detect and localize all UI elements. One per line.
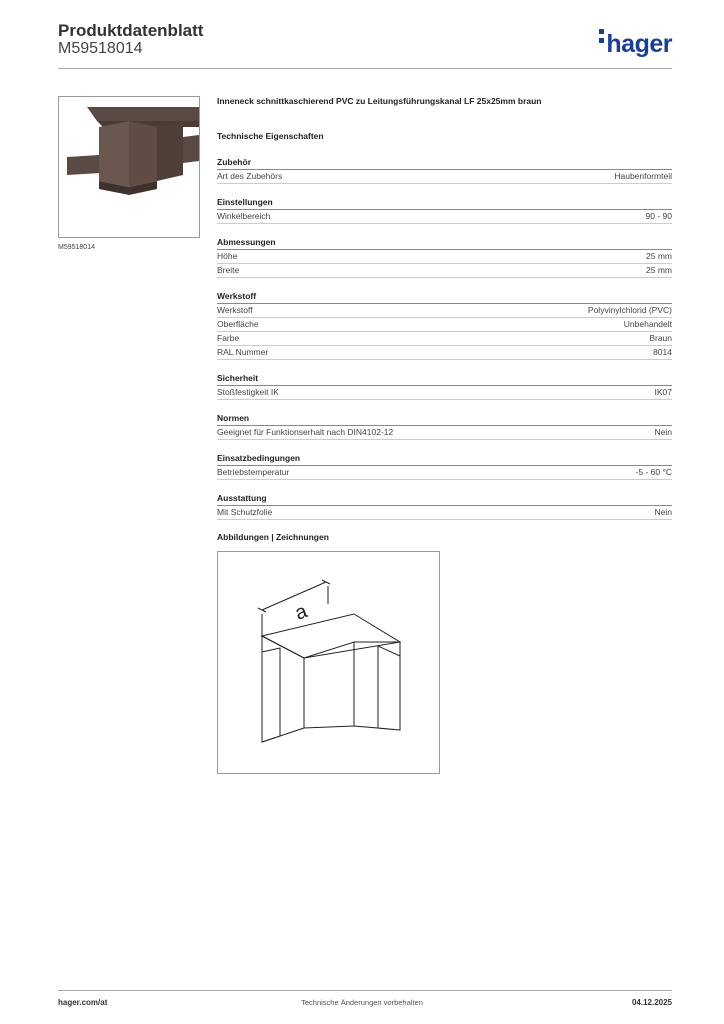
footer-date: 04.12.2025 xyxy=(631,998,672,1007)
spec-label: Oberfläche xyxy=(217,319,259,329)
spec-value: Braun xyxy=(649,333,672,343)
technical-drawing xyxy=(217,551,440,774)
spec-value: 25 mm xyxy=(646,251,672,261)
image-caption: M59518014 xyxy=(58,244,95,251)
dimension-label: a xyxy=(292,600,311,625)
drawings-heading: Abbildungen | Zeichnungen xyxy=(217,532,329,542)
spec-section xyxy=(217,372,672,400)
spec-section-title: Einsatzbedingungen xyxy=(217,452,672,466)
specs-content xyxy=(217,94,672,520)
spec-row xyxy=(217,210,672,224)
spec-section-title: Abmessungen xyxy=(217,236,672,250)
spec-label: RAL Nummer xyxy=(217,347,269,357)
spec-value: Unbehandelt xyxy=(623,319,672,329)
header-divider xyxy=(58,68,672,69)
spec-row xyxy=(217,346,672,360)
spec-label: Art des Zubehörs xyxy=(217,171,283,181)
spec-section xyxy=(217,290,672,360)
spec-row xyxy=(217,332,672,346)
spec-label: Betriebstemperatur xyxy=(217,467,290,477)
spec-value: Nein xyxy=(654,507,672,517)
product-image xyxy=(58,96,200,238)
spec-section-title: Normen xyxy=(217,412,672,426)
spec-value: Nein xyxy=(654,427,672,437)
spec-row xyxy=(217,466,672,480)
spec-label: Breite xyxy=(217,265,240,275)
spec-value: IK07 xyxy=(654,387,672,397)
spec-section xyxy=(217,412,672,440)
spec-section-title: Werkstoff xyxy=(217,290,672,304)
spec-row xyxy=(217,264,672,278)
spec-label: Farbe xyxy=(217,333,240,343)
spec-label: Mit Schutzfolie xyxy=(217,507,273,517)
spec-section-title: Ausstattung xyxy=(217,492,672,506)
spec-label: Winkelbereich xyxy=(217,211,271,221)
spec-section-title: Zubehör xyxy=(217,156,672,170)
spec-label: Stoßfestigkeit IK xyxy=(217,387,279,397)
spec-row xyxy=(217,506,672,520)
spec-value: -5 - 60 °C xyxy=(635,467,672,477)
spec-value: 90 - 90 xyxy=(645,211,672,221)
spec-row xyxy=(217,304,672,318)
spec-row xyxy=(217,318,672,332)
hager-logo xyxy=(599,29,672,59)
spec-section-title: Sicherheit xyxy=(217,372,672,386)
spec-value: 8014 xyxy=(653,347,672,357)
footer-website[interactable]: hager.com/at xyxy=(58,998,108,1007)
spec-section xyxy=(217,156,672,184)
spec-section xyxy=(217,492,672,520)
spec-section-title: Einstellungen xyxy=(217,196,672,210)
spec-row xyxy=(217,170,672,184)
spec-value: Haubenformteil xyxy=(614,171,672,181)
inner-corner-photo-icon xyxy=(59,97,199,237)
product-description: Inneneck schnittkaschierend PVC zu Leitungsführungskanal LF 25x25mm braun xyxy=(217,96,542,106)
spec-row xyxy=(217,426,672,440)
logo-dots-icon xyxy=(599,29,604,47)
spec-row xyxy=(217,386,672,400)
logo-text: hager xyxy=(606,30,672,58)
spec-section xyxy=(217,196,672,224)
spec-label: Höhe xyxy=(217,251,238,261)
page-title: Produktdatenblatt xyxy=(58,21,204,40)
spec-value: Polyvinylchlorid (PVC) xyxy=(587,305,672,315)
spec-value: 25 mm xyxy=(646,265,672,275)
technical-properties-heading: Technische Eigenschaften xyxy=(217,131,324,141)
spec-row xyxy=(217,250,672,264)
footer-divider xyxy=(58,990,672,991)
spec-label: Werkstoff xyxy=(217,305,253,315)
footer-disclaimer: Technische Änderungen vorbehalten xyxy=(301,998,423,1007)
spec-section xyxy=(217,236,672,278)
spec-label: Geeignet für Funktionserhalt nach DIN4102-12 xyxy=(217,427,394,437)
spec-sections xyxy=(217,156,672,520)
inner-corner-drawing-icon xyxy=(218,552,439,773)
spec-section xyxy=(217,452,672,480)
article-number: M59518014 xyxy=(58,40,143,57)
